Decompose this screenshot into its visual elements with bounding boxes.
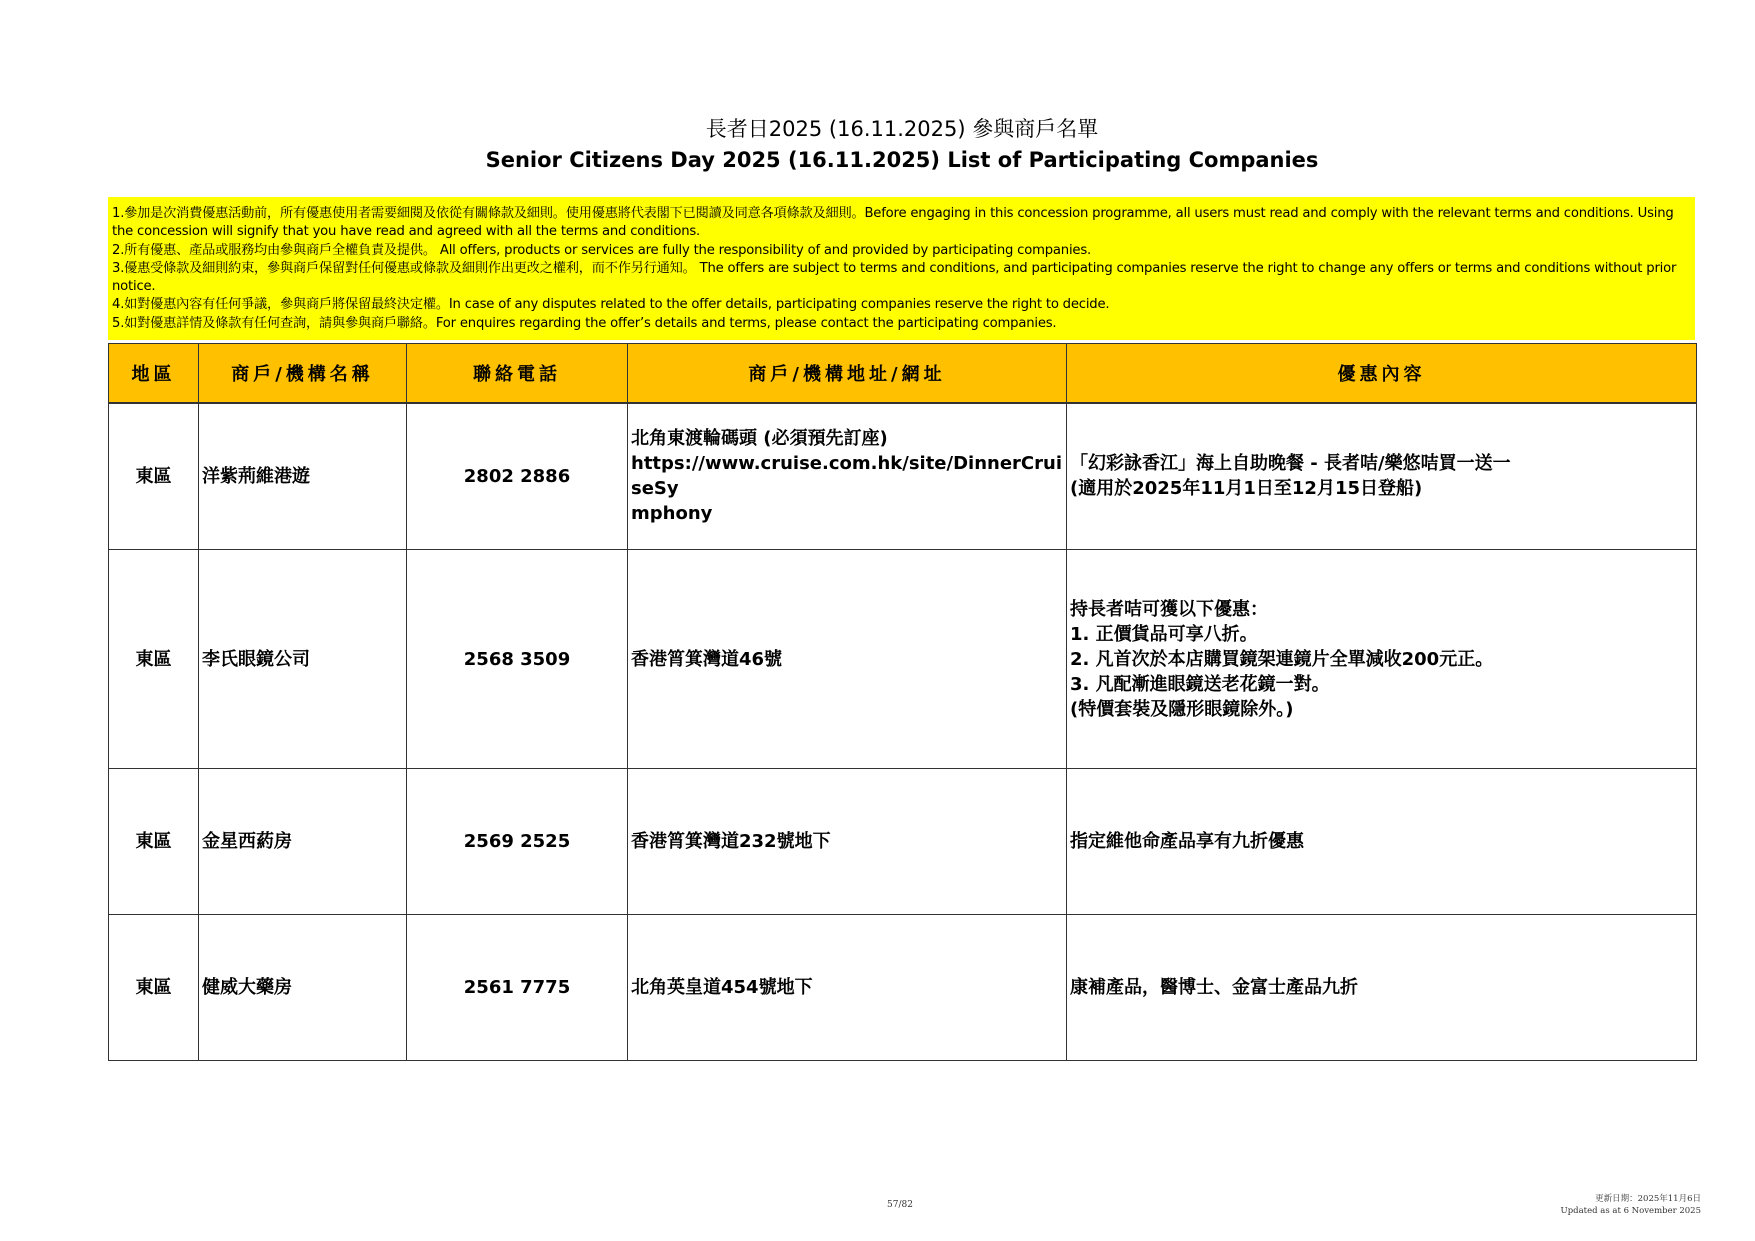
header-district: 地區 bbox=[109, 344, 199, 403]
cell-phone: 2569 2525 bbox=[407, 769, 628, 915]
notice-item: 2.所有優惠、產品或服務均由參與商戶全權負責及提供。 All offers, products or services are fully the responsibility of and provided by participating companies. bbox=[112, 242, 1091, 258]
cell-offer bbox=[1067, 550, 1697, 769]
cell-merchant-name: 李氏眼鏡公司 bbox=[199, 550, 407, 769]
cell-district: 東區 bbox=[109, 915, 199, 1061]
website-link[interactable]: https://www.cruise.com.hk/site/DinnerCruiseSy bbox=[631, 453, 1062, 500]
terms-notice bbox=[108, 197, 1695, 340]
header-offer: 優惠內容 bbox=[1067, 344, 1697, 403]
page-title bbox=[0, 114, 1755, 176]
table-header-row bbox=[109, 344, 1697, 403]
header-address: 商戶/機構地址/網址 bbox=[628, 344, 1067, 403]
update-date-english: Updated as at 6 November 2025 bbox=[1560, 1206, 1701, 1216]
address-line: 香港筲箕灣道232號地下 bbox=[631, 831, 831, 852]
offer-line: 2. 凡首次於本店購買鏡架連鏡片全單減收200元正。 bbox=[1070, 648, 1494, 670]
offer-line: 3. 凡配漸進眼鏡送老花鏡一對。 bbox=[1070, 673, 1330, 695]
cell-offer bbox=[1067, 915, 1697, 1061]
notice-item: 4.如對優惠內容有任何爭議，參與商戶將保留最終決定權。In case of any disputes related to the offer details, participating companies reserve the right to decide. bbox=[112, 297, 1110, 313]
offer-line: (特價套裝及隱形眼鏡除外。) bbox=[1070, 698, 1294, 720]
cell-district: 東區 bbox=[109, 769, 199, 915]
table-row bbox=[109, 915, 1697, 1061]
cell-address bbox=[628, 550, 1067, 769]
offer-line: 持長者咭可獲以下優惠： bbox=[1070, 598, 1268, 620]
cell-phone: 2561 7775 bbox=[407, 915, 628, 1061]
address-line: 北角東渡輪碼頭 (必須預先訂座) bbox=[631, 428, 888, 450]
cell-offer bbox=[1067, 769, 1697, 915]
cell-district: 東區 bbox=[109, 403, 199, 550]
offer-line: 康補產品，醫博士、金富士產品九折 bbox=[1070, 977, 1358, 998]
address-line: 香港筲箕灣道46號 bbox=[631, 648, 783, 670]
cell-phone: 2568 3509 bbox=[407, 550, 628, 769]
cell-merchant-name: 洋紫荊維港遊 bbox=[199, 403, 407, 550]
cell-phone: 2802 2886 bbox=[407, 403, 628, 550]
website-link-continued[interactable]: mphony bbox=[631, 503, 713, 525]
table-row bbox=[109, 403, 1697, 550]
update-date bbox=[1561, 1193, 1701, 1217]
cell-merchant-name: 金星西葯房 bbox=[199, 769, 407, 915]
address-line: 北角英皇道454號地下 bbox=[631, 977, 813, 998]
table-row bbox=[109, 550, 1697, 769]
cell-address bbox=[628, 403, 1067, 550]
offer-line: 指定維他命產品享有九折優惠 bbox=[1070, 831, 1304, 852]
header-merchant-name: 商戶/機構名稱 bbox=[199, 344, 407, 403]
offer-line: 「幻彩詠香江」海上自助晚餐 - 長者咭/樂悠咭買一送一 bbox=[1070, 453, 1511, 475]
notice-item: 1.參加是次消費優惠活動前，所有優惠使用者需要細閱及依從有關條款及細則。使用優惠將代表閣下已閱讀及同意各項條款及細則。Before engaging in this concession programme, all users must read and comply with the relevant terms and conditions. Using the concession will signify that you have read and agreed with all the terms and conditions. bbox=[112, 206, 1674, 240]
cell-address bbox=[628, 915, 1067, 1061]
cell-offer bbox=[1067, 403, 1697, 550]
cell-district: 東區 bbox=[109, 550, 199, 769]
table-row bbox=[109, 769, 1697, 915]
title-chinese: 長者日2025 (16.11.2025) 參與商戶名單 bbox=[705, 117, 1099, 141]
cell-merchant-name: 健威大藥房 bbox=[199, 915, 407, 1061]
title-english: Senior Citizens Day 2025 (16.11.2025) List of Participating Companies bbox=[485, 148, 1319, 172]
page-number: 57/82 bbox=[887, 1200, 913, 1210]
update-date-chinese: 更新日期：2025年11月6日 bbox=[1595, 1194, 1701, 1204]
offer-line: 1. 正價貨品可享八折。 bbox=[1070, 623, 1258, 645]
header-phone: 聯絡電話 bbox=[407, 344, 628, 403]
cell-address bbox=[628, 769, 1067, 915]
notice-item: 3.優惠受條款及細則約束，參與商戶保留對任何優惠或條款及細則作出更改之權利，而不作另行通知。 The offers are subject to terms and conditions, and participating companies reserve the right to change any offers or terms and conditions without prior notice. bbox=[112, 260, 1677, 295]
notice-item: 5.如對優惠詳情及條款有任何查詢，請與參與商戶聯絡。For enquires regarding the offer’s details and terms, please contact the participating companies. bbox=[112, 315, 1057, 331]
merchant-table bbox=[108, 343, 1697, 1061]
offer-line: (適用於2025年11月1日至12月15日登船) bbox=[1070, 478, 1423, 500]
